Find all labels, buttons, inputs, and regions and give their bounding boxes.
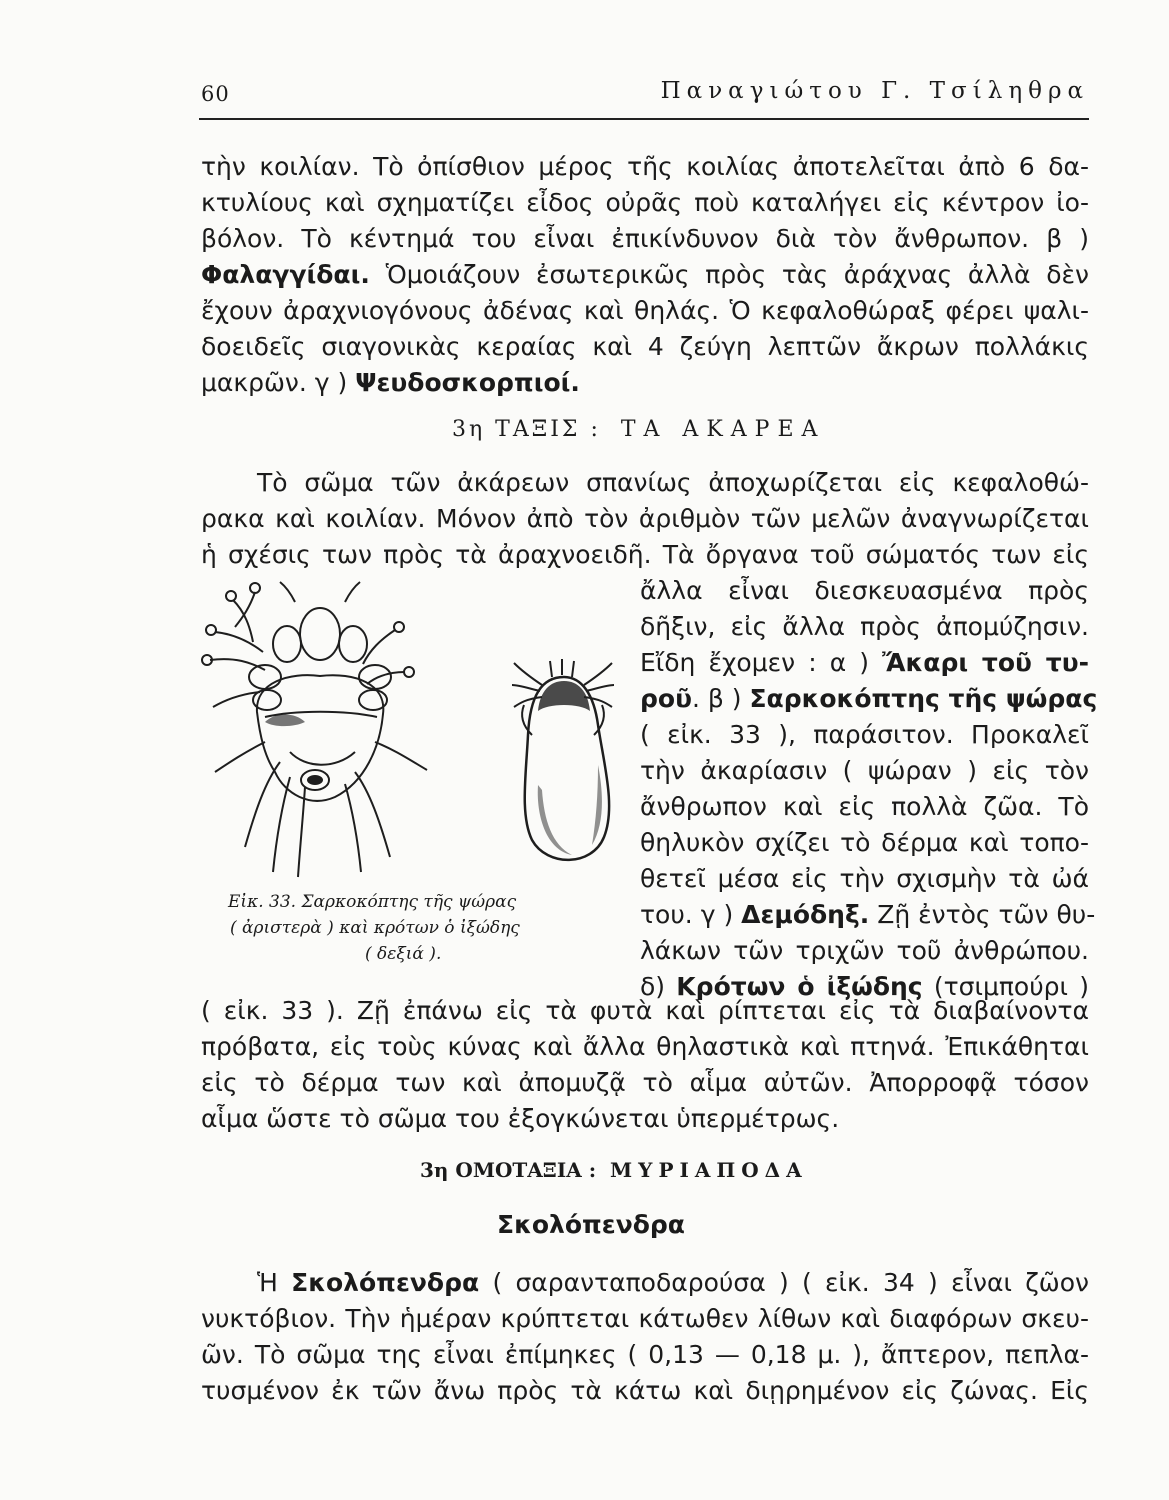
term-ixodes: Κρότων ὁ ἰξώδης: [676, 972, 923, 1001]
text-line: ἔχουν ἀραχνιογόνους ἀδένας καὶ θηλάς. Ὁ κεφαλοθώραξ φέρει ψαλι-: [201, 296, 1089, 325]
text-span: του. γ ): [640, 900, 734, 929]
text-line: ἄλλα εἶναι διεσκευασμένα πρὸς: [640, 576, 1089, 605]
heading-name: ΤΑ ΑΚΑΡΕΑ: [620, 417, 826, 442]
text-line: ἄνθρωπον καὶ εἰς πολλὰ ζῶα. Τὸ: [640, 792, 1089, 821]
text-line: θετεῖ μέσα εἰς τὴν σχισμὴν τὰ ὠά: [640, 864, 1089, 893]
text-line: ρακα καὶ κοιλίαν. Μόνον ἀπὸ τὸν ἀριθμὸν τῶν μελῶν ἀναγνωρίζεται: [201, 504, 1089, 533]
text-line: ( εἰκ. 33 ), παράσιτον. Προκαλεῖ: [640, 720, 1089, 749]
heading-prefix: 3η ΟΜΟΤΑΞΙΑ :: [420, 1158, 597, 1182]
text-line: [257, 1268, 1089, 1298]
tick-illustration: [512, 655, 622, 875]
text-line: [640, 684, 1097, 714]
running-title: Παναγιώτου Γ. Τσίληθρα: [660, 78, 1089, 104]
text-line: τυσμένον ἐκ τῶν ἄνω πρὸς τὰ κάτω καὶ διῃρημένον εἰς ζώνας. Εἰς: [201, 1376, 1089, 1405]
text-span: δ): [640, 972, 666, 1001]
text-line: [201, 260, 1089, 290]
text-line: δοειδεῖς σιαγονικὰς κεραίας καὶ 4 ζεύγη λεπτῶν ἄκρων πολλάκις: [201, 332, 1089, 361]
heading-name: ΜΥΡΙΑΠΟΔΑ: [610, 1158, 808, 1182]
text-span: . β ): [691, 684, 742, 713]
header-rule: [199, 118, 1089, 120]
text-line: αἷμα ὥστε τὸ σῶμα του ἐξογκώνεται ὑπερμέτρως.: [201, 1104, 840, 1133]
text-line: [640, 648, 1089, 678]
text-line: τὴν ἀκαρίασιν ( ψώραν ) εἰς τὸν: [640, 756, 1089, 785]
term-falaggidai: Φαλαγγίδαι.: [201, 260, 370, 289]
subheading-scolopendra: Σκολόπενδρα: [497, 1210, 685, 1239]
text-line: [201, 368, 580, 398]
text-line: θηλυκὸν σχίζει τὸ δέρμα καὶ τοπο-: [640, 828, 1089, 857]
figure-caption-line: ( δεξιά ).: [365, 944, 442, 964]
term-scolopendra: Σκολόπενδρα: [291, 1268, 480, 1297]
text-line: ἡ σχέσις των πρὸς τὰ ἀραχνοειδῆ. Τὰ ὄργανα τοῦ σώματός των εἰς: [201, 540, 1089, 569]
text-line: [640, 900, 1096, 930]
text-line: ( εἰκ. 33 ). Ζῇ ἐπάνω εἰς τὰ φυτὰ καὶ ρίπτεται εἰς τὰ διαβαίνοντα: [201, 996, 1089, 1025]
figure-caption-line: ( ἀριστερὰ ) καὶ κρότων ὁ ἰξώδης: [230, 918, 520, 938]
text-line: κτυλίους καὶ σχηματίζει εἶδος οὐρᾶς ποὺ καταλήγει εἰς κέντρον ἰο-: [201, 188, 1089, 217]
text-span: Ζῇ ἐντὸς τῶν θυ-: [877, 900, 1096, 929]
text-line: δῆξιν, εἰς ἄλλα πρὸς ἀπομύζησιν.: [640, 612, 1089, 641]
term-cheese-mite: Ἄκαρι τοῦ τυ-: [882, 648, 1089, 677]
figure-caption-line: Εἰκ. 33. Σαρκοκόπτης τῆς ψώρας: [228, 892, 517, 912]
term-demodex: Δεμόδηξ.: [741, 900, 870, 929]
text-span: Ἡ: [257, 1268, 278, 1297]
text-line: Τὸ σῶμα τῶν ἀκάρεων σπανίως ἀποχωρίζεται εἰς κεφαλοθώ-: [257, 468, 1089, 497]
text-line: λάκων τῶν τριχῶν τοῦ ἀνθρώπου.: [640, 936, 1089, 965]
text-span: (τσιμπούρι ): [933, 972, 1089, 1001]
text-span: ( σαρανταποδαρούσα ) ( εἰκ. 34 ) εἶναι ζῶον: [492, 1268, 1090, 1297]
text-line: ῶν. Τὸ σῶμα της εἶναι ἐπίμηκες ( 0,13 — 0,18 μ. ), ἄπτερον, πεπλα-: [201, 1340, 1089, 1369]
text-line: βόλον. Τὸ κέντημά του εἶναι ἐπικίνδυνον διὰ τὸν ἄνθρωπον. β ): [201, 224, 1089, 253]
text-span: Εἴδη ἔχομεν : α ): [640, 648, 870, 677]
text-line: τὴν κοιλίαν. Τὸ ὀπίσθιον μέρος τῆς κοιλίας ἀποτελεῖται ἀπὸ 6 δα-: [201, 152, 1089, 181]
text-span: Ὁμοιάζουν ἐσωτερικῶς πρὸς τὰς ἀράχνας ἀλλὰ δὲν: [385, 260, 1089, 289]
section-heading-myriapoda: [420, 1158, 808, 1182]
page-number: 60: [201, 82, 230, 106]
term-pseudoscorpions: Ψευδοσκορπιοί.: [355, 368, 580, 397]
term-cheese-mite-end: ροῦ: [640, 684, 692, 713]
text-line: πρόβατα, εἰς τοὺς κύνας καὶ ἄλλα θηλαστικὰ καὶ πτηνά. Ἐπικάθηται: [201, 1032, 1089, 1061]
text-span: μακρῶν. γ ): [201, 368, 348, 397]
text-line: νυκτόβιον. Τὴν ἡμέραν κρύπτεται κάτωθεν λίθων καὶ διαφόρων σκευ-: [201, 1304, 1089, 1333]
text-line: εἰς τὸ δέρμα των καὶ ἀπομυζᾷ τὸ αἷμα αὐτῶν. Ἀπορροφᾷ τόσον: [201, 1068, 1089, 1097]
section-heading-acari: [452, 417, 825, 442]
heading-prefix: 3η ΤΑΞΙΣ :: [452, 417, 601, 442]
sarcoptes-mite-illustration: [195, 572, 445, 892]
term-sarcoptes: Σαρκοκόπτης τῆς ψώρας: [749, 684, 1098, 713]
